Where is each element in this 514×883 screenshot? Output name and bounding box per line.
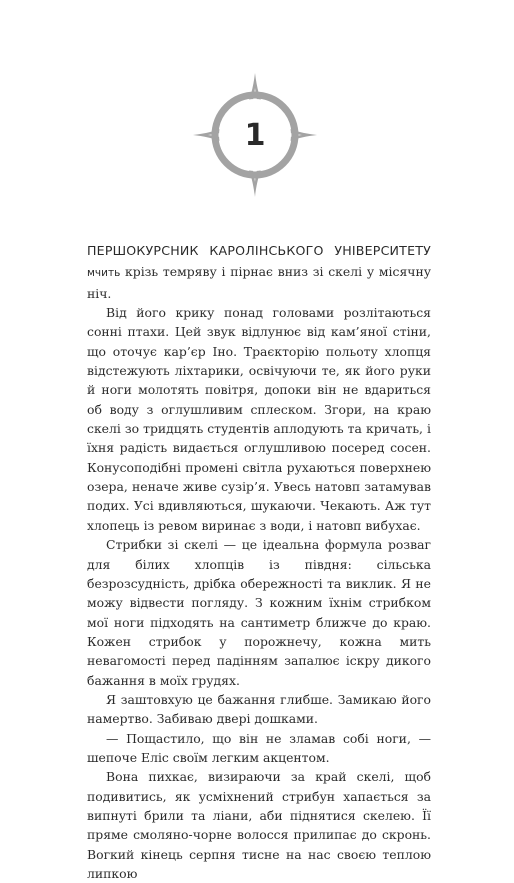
paragraph-5: — Пощастило, що він не зламав собі ноги, — шепоче Еліс своїм легким акцентом.: [87, 730, 431, 765]
paragraph-2: Від його крику понад головами розлітаються сонні птахи. Цей звук відлунює від кам’яної стіни, що оточує кар’єр Іно. Траєкторію польоту хлопця відстежують ліхтарики, освічуючи те, як його руки й ноги молотять повітря, допоки він не вдариться об воду з оглушливим сплеском. Згори, на краю скелі зо тридцять студентів аплодують та кричать, і їхня радість видається оглушливою посеред сосен. Конусоподібні промені світла рухаються поверхнею озера, неначе живе сузір’я. Увесь натовп затамував подих. Усі вдивляються, шукаючи. Чекають. Аж тут хлопець із ревом виринає з води, і натовп вибухає.: [87, 305, 431, 533]
paragraph-3: Стрибки зі скелі — це ідеальна формула розваг для білих хлопців із півдня: сільська безрозсудність, дрібка обережності та виклик. Я не можу відвести погляду. З кожним їхнім стрибком мої ноги підходять на сантиметр ближче до краю. Кожен стрибок у порожнечу, кожна мить невагомості перед падінням запалює іскру дикого бажання в моїх грудях.: [87, 537, 431, 688]
paragraph-1: [87, 241, 431, 303]
paragraph-1-text: крізь темряву і пірнає вниз зі скелі у місячну ніч.: [87, 264, 431, 301]
paragraph-4: Я заштовхую це бажання глибше. Замикаю його намертво. Забиваю двері дошками.: [87, 691, 431, 727]
body-text: [87, 241, 431, 883]
lead-in-rest: мчить: [87, 267, 121, 280]
chapter-number: 1: [244, 117, 266, 153]
paragraph-6: Вона пихкає, визираючи за край скелі, щоб подивитись, як усміхнений стрибун хапається за випнуті брили та ліани, аби піднятися скелею. Її пряме смоляно-чорне волосся прилипає до скронь. Вогкий кінець серпня тисне на нас своєю теплою липкою: [87, 769, 431, 881]
lead-in-caps: ПЕРШОКУРСНИК КАРОЛІНСЬКОГО УНІВЕРСИТЕТУ: [87, 243, 431, 258]
